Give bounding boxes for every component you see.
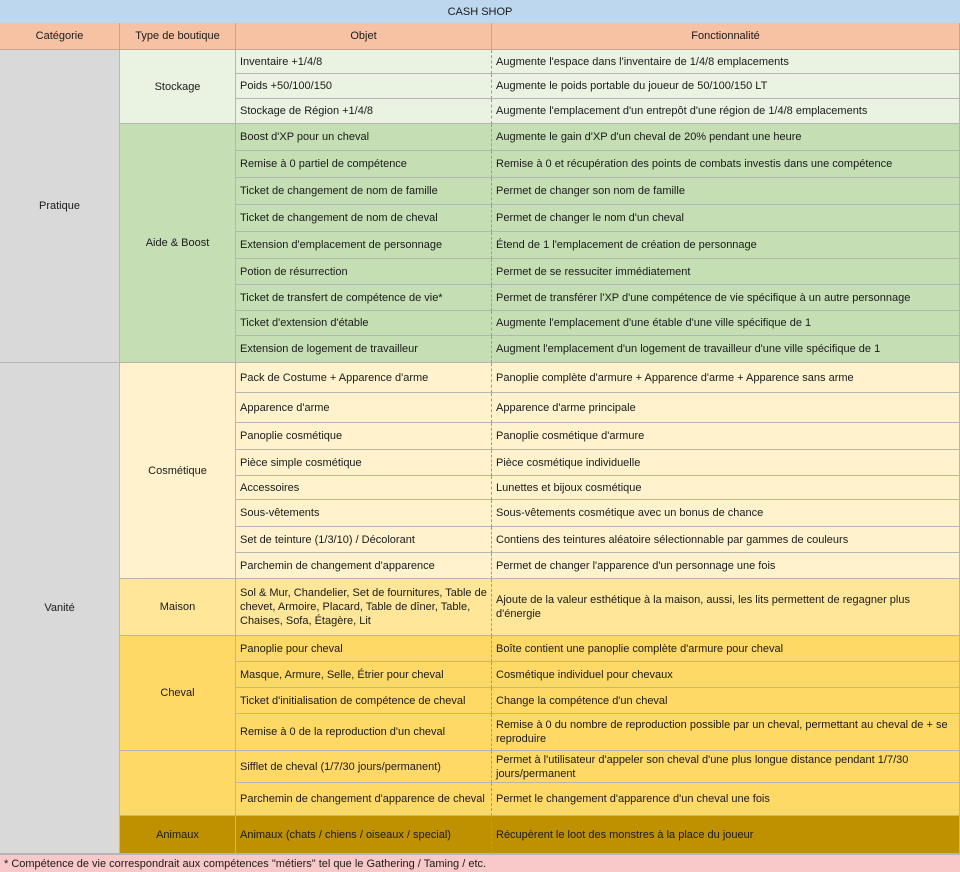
object-cell: Ticket de changement de nom de cheval: [236, 205, 492, 232]
object-cell: Ticket d'initialisation de compétence de cheval: [236, 688, 492, 714]
table-title: CASH SHOP: [0, 0, 960, 24]
feature-cell: Pièce cosmétique individuelle: [492, 450, 960, 476]
object-cell: Remise à 0 partiel de compétence: [236, 151, 492, 178]
shop-type-cell: Aide & Boost: [120, 124, 236, 363]
object-cell: Panoplie pour cheval: [236, 636, 492, 662]
header-shop-type: Type de boutique: [120, 23, 236, 50]
feature-cell: Permet de changer l'apparence d'un personnage une fois: [492, 553, 960, 579]
object-cell: Pièce simple cosmétique: [236, 450, 492, 476]
object-cell: Stockage de Région +1/4/8: [236, 99, 492, 124]
feature-cell: Lunettes et bijoux cosmétique: [492, 476, 960, 500]
feature-cell: Permet de changer son nom de famille: [492, 178, 960, 205]
feature-cell: Augmente l'emplacement d'un entrepôt d'une région de 1/4/8 emplacements: [492, 99, 960, 124]
feature-cell: Ajoute de la valeur esthétique à la maison, aussi, les lits permettent de regagner plus d'énergie: [492, 579, 960, 636]
feature-cell: Permet à l'utilisateur d'appeler son cheval d'une plus longue distance pendant 1/7/30 jours/permanent: [492, 751, 960, 783]
feature-cell: Remise à 0 du nombre de reproduction possible par un cheval, permettant au cheval de + se reproduire: [492, 714, 960, 751]
category-cell: Pratique: [0, 50, 120, 363]
feature-cell: Permet de changer le nom d'un cheval: [492, 205, 960, 232]
object-cell: Pack de Costume + Apparence d'arme: [236, 363, 492, 393]
object-cell: Set de teinture (1/3/10) / Décolorant: [236, 527, 492, 553]
object-cell: Apparence d'arme: [236, 393, 492, 423]
shop-type-cell: Stockage: [120, 50, 236, 124]
object-cell: Extension d'emplacement de personnage: [236, 232, 492, 259]
shop-type-cell: Cosmétique: [120, 363, 236, 579]
feature-cell: Change la compétence d'un cheval: [492, 688, 960, 714]
object-cell: Sifflet de cheval (1/7/30 jours/permanent): [236, 751, 492, 783]
header-feature: Fonctionnalité: [492, 23, 960, 50]
feature-cell: Permet le changement d'apparence d'un cheval une fois: [492, 783, 960, 816]
object-cell: Sous-vêtements: [236, 500, 492, 527]
object-cell: Masque, Armure, Selle, Étrier pour cheval: [236, 662, 492, 688]
shop-type-cell: Cheval: [120, 636, 236, 751]
shop-type-cell: Maison: [120, 579, 236, 636]
feature-cell: Étend de 1 l'emplacement de création de personnage: [492, 232, 960, 259]
feature-cell: Cosmétique individuel pour chevaux: [492, 662, 960, 688]
feature-cell: Panoplie cosmétique d'armure: [492, 423, 960, 450]
feature-cell: Augment l'emplacement d'un logement de travailleur d'une ville spécifique de 1: [492, 336, 960, 363]
feature-cell: Contiens des teintures aléatoire sélectionnable par gammes de couleurs: [492, 527, 960, 553]
feature-cell: Récupèrent le loot des monstres à la place du joueur: [492, 816, 960, 854]
shop-type-cell: Animaux: [120, 816, 236, 854]
feature-cell: Remise à 0 et récupération des points de combats investis dans une compétence: [492, 151, 960, 178]
feature-cell: Sous-vêtements cosmétique avec un bonus de chance: [492, 500, 960, 527]
feature-cell: Panoplie complète d'armure + Apparence d'arme + Apparence sans arme: [492, 363, 960, 393]
header-category: Catégorie: [0, 23, 120, 50]
object-cell: Ticket d'extension d'étable: [236, 311, 492, 336]
object-cell: Accessoires: [236, 476, 492, 500]
object-cell: Potion de résurrection: [236, 259, 492, 285]
object-cell: Remise à 0 de la reproduction d'un cheval: [236, 714, 492, 751]
object-cell: Animaux (chats / chiens / oiseaux / special): [236, 816, 492, 854]
object-cell: Parchemin de changement d'apparence de cheval: [236, 783, 492, 816]
object-cell: Poids +50/100/150: [236, 74, 492, 99]
feature-cell: Permet de transférer l'XP d'une compétence de vie spécifique à un autre personnage: [492, 285, 960, 311]
feature-cell: Permet de se ressuciter immédiatement: [492, 259, 960, 285]
feature-cell: Augmente le gain d'XP d'un cheval de 20% pendant une heure: [492, 124, 960, 151]
object-cell: Ticket de changement de nom de famille: [236, 178, 492, 205]
object-cell: Ticket de transfert de compétence de vie*: [236, 285, 492, 311]
feature-cell: Boîte contient une panoplie complète d'armure pour cheval: [492, 636, 960, 662]
category-cell: Vanité: [0, 363, 120, 854]
object-cell: Parchemin de changement d'apparence: [236, 553, 492, 579]
feature-cell: Augmente le poids portable du joueur de 50/100/150 LT: [492, 74, 960, 99]
footnote: * Compétence de vie correspondrait aux compétences "métiers" tel que le Gathering / Taming / etc.: [0, 854, 960, 872]
header-object: Objet: [236, 23, 492, 50]
object-cell: Panoplie cosmétique: [236, 423, 492, 450]
object-cell: Extension de logement de travailleur: [236, 336, 492, 363]
object-cell: Boost d'XP pour un cheval: [236, 124, 492, 151]
feature-cell: Augmente l'emplacement d'une étable d'une ville spécifique de 1: [492, 311, 960, 336]
object-cell: Inventaire +1/4/8: [236, 50, 492, 74]
shop-type-cell: [120, 751, 236, 816]
feature-cell: Apparence d'arme principale: [492, 393, 960, 423]
feature-cell: Augmente l'espace dans l'inventaire de 1/4/8 emplacements: [492, 50, 960, 74]
object-cell: Sol & Mur, Chandelier, Set de fournitures, Table de chevet, Armoire, Placard, Table de dîner, Table, Chaises, Sofa, Étagère, Lit: [236, 579, 492, 636]
